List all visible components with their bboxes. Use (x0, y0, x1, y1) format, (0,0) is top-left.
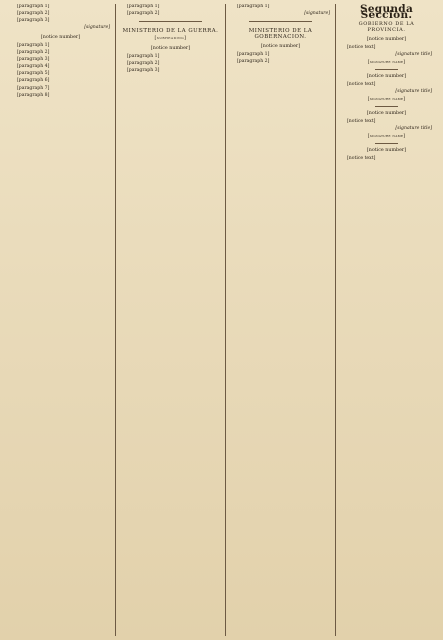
column-2 (116, 4, 226, 636)
paragraph: [paragraph 7] (17, 85, 50, 91)
paragraph: [paragraph 2] (17, 11, 50, 17)
signature-name: [signature name] (367, 97, 406, 103)
signature: [signature] (84, 25, 110, 31)
column-1 (6, 4, 116, 636)
signature: [signature] (304, 11, 330, 17)
divider (375, 69, 398, 70)
divider (375, 106, 398, 107)
notice-text: [notice text] (347, 45, 376, 51)
paragraph: [paragraph 2] (237, 59, 270, 65)
paragraph: [paragraph 1] (237, 52, 270, 58)
ministry-heading: MINISTERIO DE LA GUERRA. (122, 27, 219, 34)
subheading: [subheading] (154, 35, 187, 41)
notice-number: [notice number] (366, 37, 407, 43)
section-title: Segunda Seccion. (359, 4, 414, 22)
divider (139, 21, 202, 22)
signature-title: [signature title] (395, 89, 432, 95)
signature-title: [signature title] (395, 126, 432, 132)
paragraph: [paragraph 3] (17, 57, 50, 63)
notice-number: [notice number] (366, 111, 407, 117)
notice-text: [notice text] (347, 82, 376, 88)
paragraph: [paragraph 8] (17, 92, 50, 98)
divider (375, 143, 398, 144)
notice-text: [notice text] (347, 119, 376, 125)
notice-number: [notice number] (40, 35, 81, 41)
ministry-heading: MINISTERIO DE LA GOBERNACION. (248, 27, 313, 40)
paragraph: [paragraph 1] (237, 4, 270, 9)
paragraph: [paragraph 1] (127, 4, 160, 9)
paragraph: [paragraph 1] (127, 54, 160, 60)
column-4 (336, 4, 437, 636)
notice-text: [notice text] (347, 156, 376, 162)
paragraph: [paragraph 5] (17, 71, 50, 77)
section-subtitle: GOBIERNO DE LA PROVINCIA. (358, 21, 415, 34)
paragraph: [paragraph 2] (17, 50, 50, 56)
paragraph: [paragraph 1] (17, 43, 50, 49)
divider (249, 21, 312, 22)
signature-title: [signature title] (395, 52, 432, 58)
notice-number: [notice number] (260, 43, 301, 49)
paragraph: [paragraph 4] (17, 64, 50, 70)
paragraph: [paragraph 1] (17, 4, 50, 9)
paragraph: [paragraph 3] (17, 18, 50, 24)
paragraph: [paragraph 3] (127, 68, 160, 74)
column-3 (226, 4, 336, 636)
notice-number: [notice number] (150, 45, 191, 51)
notice-number: [notice number] (366, 148, 407, 154)
signature-name: [signature name] (367, 60, 406, 66)
notice-number: [notice number] (366, 74, 407, 80)
signature-name: [signature name] (367, 134, 406, 140)
paragraph: [paragraph 6] (17, 78, 50, 84)
paragraph: [paragraph 2] (127, 11, 160, 17)
paragraph: [paragraph 2] (127, 61, 160, 67)
